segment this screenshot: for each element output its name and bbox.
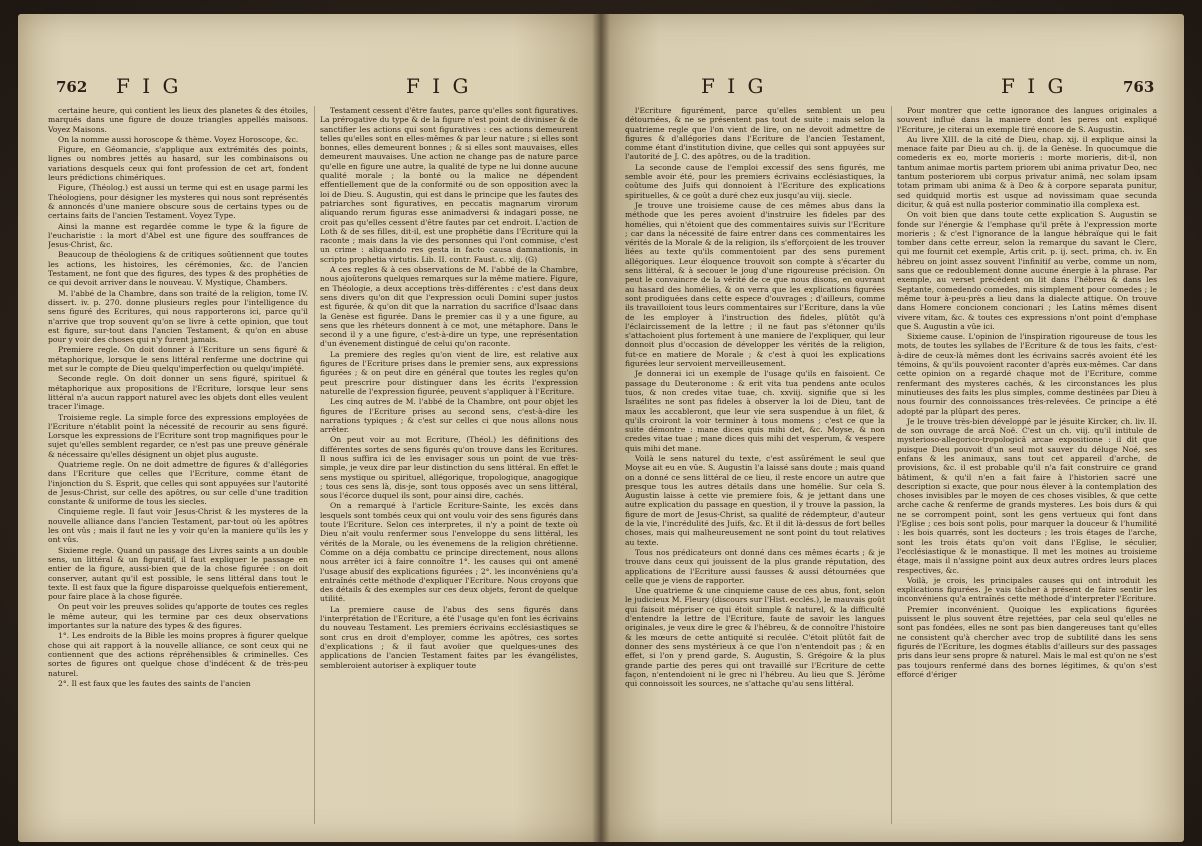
paragraph: Pour montrer que cette ignorance des langues originales a souvent influé dans la maniere dont les peres ont expliqué l'Ecriture, je citerai un exemple tiré encore de S. Augustin.	[897, 106, 1157, 134]
paragraph: Quatrieme regle. On ne doit admettre de figures & d'allégories dans l'Ecriture que celles que l'Ecriture, comme étant de l'injonction du S. Esprit, que celles qui sont appuyées sur l'autorité de Jesus-Christ, sur celle des apôtres, ou sur celle d'une tradition constante & uniforme de tous les siecles.	[48, 459, 308, 507]
text-column	[48, 106, 308, 828]
running-head: F I G	[116, 74, 182, 98]
paragraph: Sixieme regle. Quand un passage des Livres saints a un double sens, un littéral & un figuratif, il faut expliquer le passage en entier de la figure, aussi-bien que de la chose figurée : on doit conserver, autant qu'il est possible, le sens littéral dans tout le texte. Il est faux que la figure disparoisse quelquefois entierement, pour faire place à la chose figurée.	[48, 545, 308, 602]
text-column	[625, 106, 885, 828]
paragraph: Les cinq autres de M. l'abbé de la Chambre, ont pour objet les figures de l'Ecriture prises au second sens, c'est-à-dire les narrations typiques ; & c'est sur celles ci que nous allons nous arrêter.	[320, 397, 578, 435]
text-column	[897, 106, 1157, 828]
left-page	[18, 14, 601, 842]
running-head: F I G	[1001, 74, 1067, 98]
paragraph: Je donnerai ici un exemple de l'usage qu'ils en faisoient. Ce passage du Deuteronome : & erit vita tua pendens ante oculos tuos, & non credes vitae tuae, ch. xxviij. signifie que si les Israélites ne sont pas fideles à observer la loi de Dieu, tant de maux les accableront, que leur vie sera suspendue à un filet, & qu'ils croiront la voir terminer à tous momens ; c'est ce que la suite démontre : mane dices quis mihi det, &c. Moyse, & non credes vitae tuae ; mane dices quis mihi det vesperum, & vespere quis mihi det mane.	[625, 369, 885, 453]
paragraph: La seconde cause de l'emploi excessif des sens figurés, me semble avoir été, pour les premiers écrivains ecclésiastiques, la coûtume des Juifs qui donnoient à l'Ecriture des explications spirituelles, & ce goût a duré chez eux jusqu'au viij. siecle.	[625, 162, 885, 200]
paragraph: Seconde regle. On doit donner un sens figuré, spirituel & métaphorique aux propositions de l'Ecriture, lorsque leur sens littéral n'a aucun rapport naturel avec les objets dont elles veulent tracer l'image.	[48, 374, 308, 412]
paragraph: Premiere regle. On doit donner à l'Ecriture un sens figuré & métaphorique, lorsque le sens littéral renferme une doctrine qui met sur le compte de Dieu quelqu'imperfection ou quelqu'impiété.	[48, 345, 308, 374]
paragraph: Figure, en Géomancie, s'applique aux extrémités des points, lignes ou nombres jettés au hasard, sur les combinaisons ou variations desquels ceux qui font profession de cet art, fondent leurs prédictions chimériques.	[48, 145, 308, 183]
page-number: 763	[1123, 78, 1155, 96]
paragraph: Testament cessent d'être fautes, parce qu'elles sont figuratives. La prérogative du type & de la figure n'est point de diviniser & de sanctifier les actions qui sont figuratives : ces actions demeurent telles qu'elles sont en elles-mêmes & par leur nature ; si elles sont bonnes, elles demeurent bonnes ; & si elles sont mauvaises, elles demeurent mauvaises. Une action ne change pas de nature parce qu'elle en figure une autre, la qualité de type ne lui donne aucune qualité morale ; la bonté ou la malice ne dépendent effentiellement que de la conformité ou de son opposition avec la loi de Dieu. S. Augustin, qui est dans le principe que les fautes des patriarches sont figuratives, en peccatis magnarum virorum aliquando rerum figuras esse animadversi & indagari posse, ne croit pas qu'elles cessent d'être fautes par cet endroit. L'action de Loth & de ses filles, dit-il, est une prophétie dans l'Ecriture qui la raconte ; mais dans la vie des personnes qui l'ont commise, c'est un crime : aliquando res gesta in facto causa damnationis, in scripto prophetia virtutis. Lib. II. contr. Faust. c. xlij. (G)	[320, 106, 578, 264]
running-head: F I G	[701, 74, 767, 98]
paragraph: La premiere cause de l'abus des sens figurés dans l'interprétation de l'Ecriture, a été l'usage qu'en font les écrivains du nouveau Testament. Les premiers écrivains ecclésiastiques se sont crus en droit d'employer, comme les apôtres, ces sortes d'explications ; & il faut avoüer que quelques-unes des applications de l'ancien Testament faites par les évangélistes, sembleroient autoriser à expliquer toute	[320, 604, 578, 670]
paragraph: Beaucoup de théologiens & de critiques soûtiennent que toutes les actions, les histoires, les cérémonies, &c. de l'ancien Testament, ne font que des figures, des types & des prophéties de ce qui devoit arriver dans le nouveau. V. Mystique, Chambers.	[48, 250, 308, 288]
paragraph: Je le trouve très-bien développé par le jésuite Kircker, ch. liv. II. de son ouvrage de arcâ Noë. C'est un ch. viij. qu'il intitule de mysterioso-allegorico-tropologicâ arcae expositione : il dit que puisque Dieu pouvoit d'un seul mot sauver du déluge Noé, ses enfans & les animaux, sans tout cet appareil d'arche, de provisions, &c. il est probable qu'il n'a fait construire ce grand bâtiment, & qu'il n'en a fait faire à l'historien sacré une description si exacte, que pour nous élever à la contemplation des choses invisibles par le moyen de ces choses visibles, & que cette arche cache & renferme de grands mysteres. Les bois durs & qui ne se corrompent point, sont les gens vertueux qui font dans l'Eglise ; ces bois sont polis, pour marquer la douceur & l'humilité : les bois quarrés, sont les docteurs ; les trois étages de l'arche, sont les trois états qu'on voit dans l'Eglise, le séculier, l'ecclésiastique & le monastique. Il met les moines au troisieme étage, mais il n'assigne point aux deux autres ordres leurs places respectives, &c.	[897, 416, 1157, 575]
running-head: F I G	[406, 74, 472, 98]
paragraph: Au livre XIII. de la cité de Dieu, chap. xij. il explique ainsi la menace faite par Dieu au ch. ij. de la Genèse. In quocumque die comederis ex eo, morte morieris : morte morieris, dit-il, non tantum animae mortis partem priorem ubi anima privatur Deo, nec tantum posteriorem ubi corpus privatur animâ, nec solam ipsam totam primam ubi anima & à Deo & à corpore separata punitur, sed quidquid mortis est usque ad novissimam quae secunda dicitur, & quâ est nulla posterior comminatio illa complexa est.	[897, 134, 1157, 209]
paragraph: 2°. Il est faux que les fautes des saints de l'ancien	[58, 678, 251, 688]
column-rule	[314, 106, 315, 824]
paragraph: Tous nos prédicateurs ont donné dans ces mêmes écarts ; & je trouve dans ceux qui jouissent de la plus grande réputation, des applications de l'Ecriture aussi fausses & aussi détournées que celle que je viens de rapporter.	[625, 547, 885, 585]
text-column	[320, 106, 578, 828]
paragraph: Je trouve une troisieme cause de ces mêmes abus dans la méthode que les peres avoient d'instruire les fideles par des homélies, qui n'étoient que des commentaires suivis sur l'Ecriture ; car dans la nécessité de faire entrer dans ces commentaires les vérités de la Morale & de la religion, ils s'efforçoient de les trouver liées au texte qu'ils commentoient par des sens purement allégoriques. Leur éloquence trouvoit son compte à s'écarter du sens littéral, & à secouer le joug d'une rigoureuse précision. On peut le convaincre de la vérité de ce que nous disons, en ouvrant au hasard des homélies, & on verra que les explications figurées sont prodiguées dans cette espece d'ouvrages ; d'ailleurs, comme ils travailloient tous leurs commentaires sur l'Ecriture, dans la vûe de les employer à l'instruction des fideles, plûtôt qu'à l'éclaircissement de la lettre ; il ne faut pas s'étonner qu'ils s'attachoient plus fortement à une maniere de l'expliquer, qui leur donnoit plus d'occasion de développer les vérités de la religion, fut-ce en matiere de Morale ; & c'est à quoi les explications figurées leur servoient merveilleusement.	[625, 200, 885, 369]
paragraph: On peut voir les preuves solides qu'apporte de toutes ces regles le même auteur, qui les termine par ces deux observations importantes sur la nature des types & des figures.	[48, 602, 308, 631]
left-page-header	[18, 72, 601, 102]
right-page	[601, 14, 1184, 842]
page-number: 762	[56, 78, 88, 96]
paragraph: Ainsi la manne est regardée comme le type & la figure de l'eucharistie : la mort d'Abel est une figure des souffrances de Jesus-Christ, &c.	[48, 221, 308, 250]
paragraph: Voilà le sens naturel du texte, c'est assûrément le seul que Moyse ait eu en vûe. S. Augustin l'a laissé sans doute ; mais quand on a donné ce sens littéral de ce lieu, il reste encore un autre que presque tous les autres détails dans une homélie. Sur cela S. Augustin laisse à cette vie premiere fois, & je jettant dans une autre explication du passage en question, il y trouve la passion, la figure de mort de Jesus-Christ, sa qualité de rédempteur, d'auteur de la vie, l'incrédulité des Juifs, &c. Et il dit là-dessus de fort belles choses, mais qui malheureusement ne sont point du tout relatives au texte.	[625, 453, 885, 547]
paragraph: 1°. Les endroits de la Bible les moins propres à figurer quelque chose qui ait rapport à la nouvelle alliance, ce sont ceux qui ne contiennent que des actions répréhensibles & criminelles. Ces sortes de figures ont quelque chose d'indécent & de très-peu naturel.	[48, 631, 308, 678]
paragraph: Voilà, je crois, les principales causes qui ont introduit les explications figurées. Je vais tâcher à présent de faire sentir les inconvéniens qu'a entraînés cette méthode d'interpreter l'Ecriture.	[897, 575, 1157, 604]
paragraph: M. l'abbé de la Chambre, dans son traité de la religion, tome IV. dissert. iv. p. 270. donne plusieurs regles pour l'intelligence du sens figuré des Ecritures, qui nous rapporterons ici, parce qu'il n'arrive que trop souvent qu'on se livre à cette opinion, que tout est figure, sur-tout dans l'ancien Testament, & qu'on en abuse pour y voir des choses qui n'y furent jamais.	[48, 288, 308, 345]
paragraph: Troisieme regle. La simple force des expressions employées de l'Ecriture n'établit point la nécessité de recourir au sens figuré. Lorsque les expressions de l'Ecriture sont trop magnifiques pour le sujet qu'elles semblent regarder, ce n'est pas une preuve générale & nécessaire qu'elles désignent un objet plus auguste.	[48, 412, 308, 459]
paragraph: Une quatrieme & une cinquieme cause de ces abus, font, selon le judicieux M. Fleury (discours sur l'Hist. ecclés.), le mauvais goût qui faisoit mépriser ce qui étoit simple & naturel, & la difficulté d'entendre la lettre de l'Ecriture, faute de savoir les langues originales, je veux dire le grec & l'hébreu, & de connoître l'histoire & les mœurs de cette antiquité si reculée. C'étoit plûtôt fait de donner des sens mystérieux à ce que l'on n'entendoit pas ; & en effet, si l'on y prend garde, S. Augustin, S. Grégoire & la plus grande partie des peres qui ont travaillé sur l'Ecriture de cette façon, n'entendoient ni le grec ni l'hébreu. Au lieu que S. Jérôme qui connoissoit les sources, ne s'attache qu'au sens littéral.	[625, 586, 885, 689]
paragraph: A ces regles & à ces observations de M. l'abbé de la Chambre, nous ajoûterons quelques remarques sur la même matiere. Figure, en Théologie, a deux acceptions très-différentes : c'est dans deux sens divers qu'on dit que l'expression oculi Domini super justos est figurée, & qu'on dit que la narration du sacrifice d'Isaac dans la Genèse est figurée. Dans le premier cas il y a une figure, au sens que les rhéteurs donnent à ce mot, une métaphore. Dans le second il y a une figure, c'est-à-dire un type, une représentation d'un évenement distingué de celui qu'on raconte.	[320, 265, 578, 349]
paragraph: Figure, (Théolog.) est aussi un terme qui est en usage parmi les Théologiens, pour désigner les mysteres qui nous sont représentés & annoncés d'une maniere obscure sous de certains types ou de certains faits de l'ancien Testament. Voyez Type.	[48, 183, 308, 221]
paragraph: Premier inconvénient. Quoique les explications figurées puissent le plus souvent être rejettées, par cela seul qu'elles ne sont pas fondées, elles ne sont pas bien dangereuses tant qu'elles ne consistent qu'à chercher avec trop de subtilité dans les sens figurés de l'Ecriture, les dogmes établis d'ailleurs sur des passages pris dans leur sens propre & naturel. Mais le mal est qu'on ne s'est pas toujours renfermé dans des bornes légitimes, & qu'on s'est efforcé d'ériger	[897, 604, 1157, 679]
paragraph: On voit bien que dans toute cette explication S. Augustin se fonde sur l'énergie & l'emphase qu'il prête à l'expression morte morieris ; & c'est l'ignorance de la langue hébraïque qui le fait tomber dans cette erreur, selon la remarque du savant le Clerc, qui me fournit cet exemple, Artis crit. p. ij. sect. prima, ch. iv. En hébreu on joint assez souvent l'infinitif au verbe, comme un nom, sans que ce redoublement donne aucune énergie à la phrase. Par exemple, au verset précédent on lit dans l'hébreu & dans les Septante, comedendo comedes, mis simplement pour comedes ; le même tour à-peu-près a lieu dans la dialecte attique. On trouve dans Homere concionem concionari ; les Latins mêmes disent vivere vitam, &c. & toutes ces expressions n'ont point d'emphase que S. Augustin a vûe ici.	[897, 210, 1157, 331]
paragraph: On a remarqué à l'article Ecriture-Sainte, les excès dans lesquels sont tombés ceux qui ont voulu voir des sens figurés dans toute l'Ecriture. Selon ces interpretes, il n'y a point de texte où Dieu n'ait voulu renfermer sous l'enveloppe du sens littéral, les vérités de la Morale, ou les évenemens de la religion chrétienne. Comme on a déja combattu ce principe directement, nous allons nous arrêter ici à faire connoître 1°. les causes qui ont amené l'usage abusif des explications figurées ; 2°. les inconvéniens qu'a entraînés cette méthode d'expliquer l'Ecriture. Nous croyons que des détails & des exemples sur ces deux objets, feront de quelque utilité.	[320, 501, 578, 604]
paragraph: l'Ecriture figurément, parce qu'elles semblent un peu détournées, & ne se présentent pas tout de suite : mais selon la quatrieme regle que l'on vient de lire, on ne devoit admettre de figures & d'allégories dans l'Ecriture de l'ancien Testament, comme étant d'institution divine, que celles qui sont appuyées sur l'autorité de J. C. des apôtres, ou de la tradition.	[625, 106, 885, 162]
column-rule	[891, 106, 892, 824]
left-page-body	[48, 106, 578, 828]
paragraph: On peut voir au mot Ecriture, (Théol.) les définitions des différentes sortes de sens figurés qu'on trouve dans les Ecritures. Il nous suffira ici de les envisager sous un point de vue très-simple, je veux dire par leur distinction du sens littéral. En effet le sens mystique ou spirituel, allégorique, tropologique, anagogique ; tous ces sens là, dis-je, sont tous opposés avec un sens littéral, sous l'écorce duquel ils sont, pour ainsi dire, cachés.	[320, 435, 578, 501]
paragraph: On la nomme aussi horoscope & thème. Voyez Horoscope, &c.	[58, 134, 299, 144]
paragraph: La premiere des regles qu'on vient de lire, est relative aux figures de l'Ecriture prises dans le premier sens, aux expressions figurées ; & on peut dire en général que toutes les regles qu'on peut prescrire pour distinguer dans les écrits l'expression naturelle de l'expression figurée, peuvent s'appliquer à l'Ecriture.	[320, 349, 578, 396]
book-gutter	[592, 14, 610, 842]
paragraph: certaine heure, qui contient les lieux des planetes & des étoiles, marqués dans une figure de douze triangles appellés maisons. Voyez Maisons.	[48, 106, 308, 134]
paragraph: Sixieme cause. L'opinion de l'inspiration rigoureuse de tous les mots, de toutes les syllabes de l'Ecriture & de tous les faits, c'est-à-dire de ceux-là mêmes dont les écrivains sacrés avoient été les témoins, & qu'ils pouvoient raconter d'après eux-mêmes. Car dans cette opinion on a regardé chaque mot de l'Ecriture, comme renfermant des mysteres cachés, & les circonstances les plus minutieuses des faits les plus simples, comme destinées par Dieu à nous fournir des connoissances très-relevées. Ce principe a été adopté par la plûpart des peres.	[897, 332, 1157, 416]
paragraph: Cinquieme regle. Il faut voir Jesus-Christ & les mysteres de la nouvelle alliance dans l'ancien Testament, par-tout où les apôtres les ont vûs ; mais il faut ne les y voir qu'en la maniere qu'ils les y ont vûs.	[48, 507, 308, 545]
right-page-header	[601, 72, 1184, 102]
